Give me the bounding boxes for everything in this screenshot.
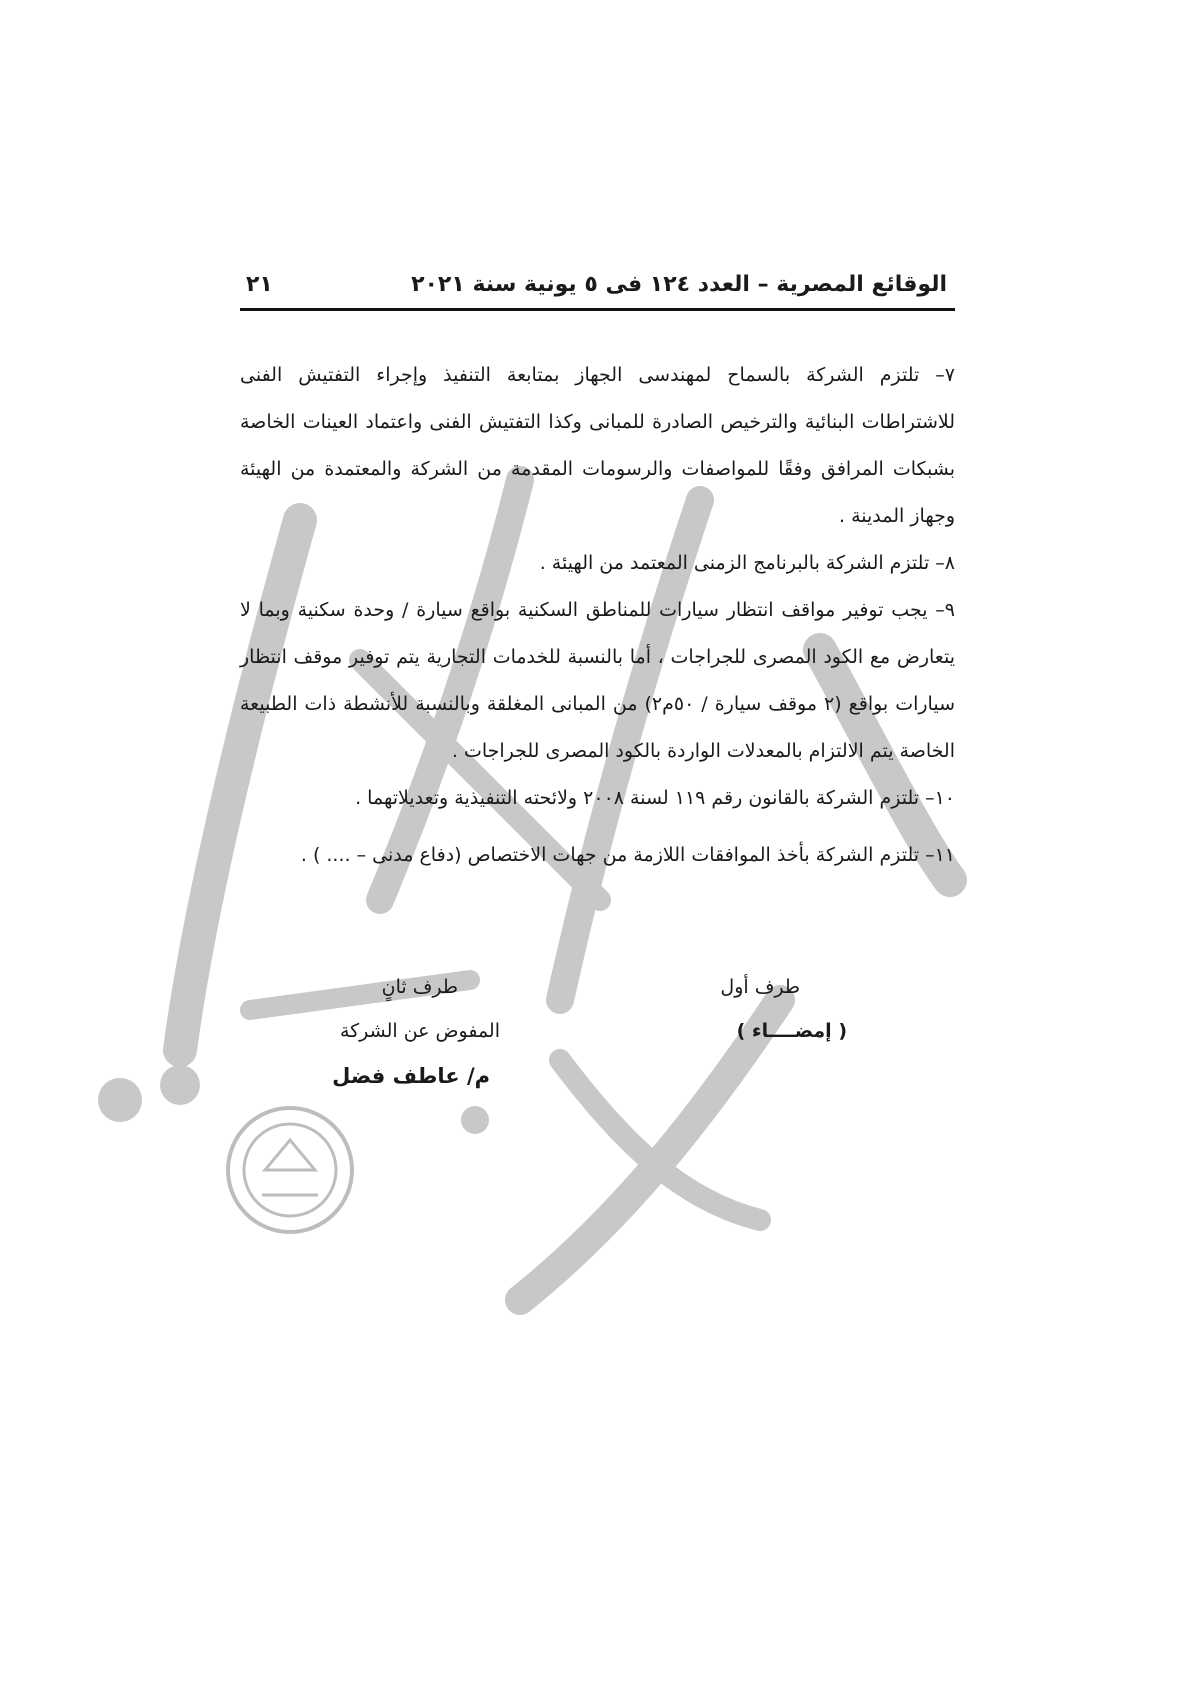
watermark-dot bbox=[98, 1078, 142, 1122]
second-party-label: طرف ثانٍ bbox=[381, 976, 458, 998]
clause-9: ٩– يجب توفير مواقف انتظار سيارات للمناطق السكنية بواقع سيارة / وحدة سكنية وبما لا يتعارض مع الكود المصرى للجراجات ، أما بالنسبة للخدمات التجارية يتم توفير موقف انتظار سيارات بواقع (٢ موقف سيارة / ٥٠م٢) من المبانى المغلقة وبالنسبة للأنشطة ذات الطبيعة الخاصة يتم الالتزام بالمعدلات الواردة بالكود المصرى للجراجات . bbox=[240, 599, 955, 762]
clause-8: ٨– تلتزم الشركة بالبرنامج الزمنى المعتمد من الهيئة . bbox=[539, 552, 955, 574]
watermark-stroke bbox=[520, 1000, 780, 1300]
watermark-stroke bbox=[560, 1060, 760, 1220]
clause-7: ٧– تلتزم الشركة بالسماح لمهندسى الجهاز بمتابعة التنفيذ وإجراء التفتيش الفنى للاشتراطات البنائية والترخيص الصادرة للمبانى وكذا التفتيش الفنى واعتماد العينات الخاصة بشبكات المرافق وفقًا للمواصفات والرسومات المقدمة من الشركة والمعتمدة من الهيئة وجهاز المدينة . bbox=[240, 364, 955, 527]
second-party-role: المفوض عن الشركة bbox=[339, 1020, 500, 1042]
watermark-dot bbox=[461, 1106, 489, 1134]
clause-10: ١٠– تلتزم الشركة بالقانون رقم ١١٩ لسنة ٢٠٠٨ ولائحته التنفيذية وتعديلاتهما . bbox=[355, 787, 955, 809]
page-number: ٢١ bbox=[246, 272, 273, 297]
first-party-signature: ( إمضــــاء ) bbox=[736, 1020, 847, 1042]
page-header bbox=[240, 272, 955, 311]
second-party-name: م/ عاطف فضل bbox=[332, 1064, 490, 1088]
journal-title: الوقائع المصرية – العدد ١٢٤ فى ٥ يونية سنة ٢٠٢١ bbox=[411, 272, 947, 297]
seal-emblem bbox=[228, 1108, 352, 1232]
clause-11: ١١– تلتزم الشركة بأخذ الموافقات اللازمة من جهات الاختصاص (دفاع مدنى – .... ) . bbox=[300, 844, 955, 866]
watermark-dot bbox=[160, 1065, 200, 1105]
document-body bbox=[240, 352, 955, 879]
first-party-label: طرف أول bbox=[720, 976, 800, 998]
